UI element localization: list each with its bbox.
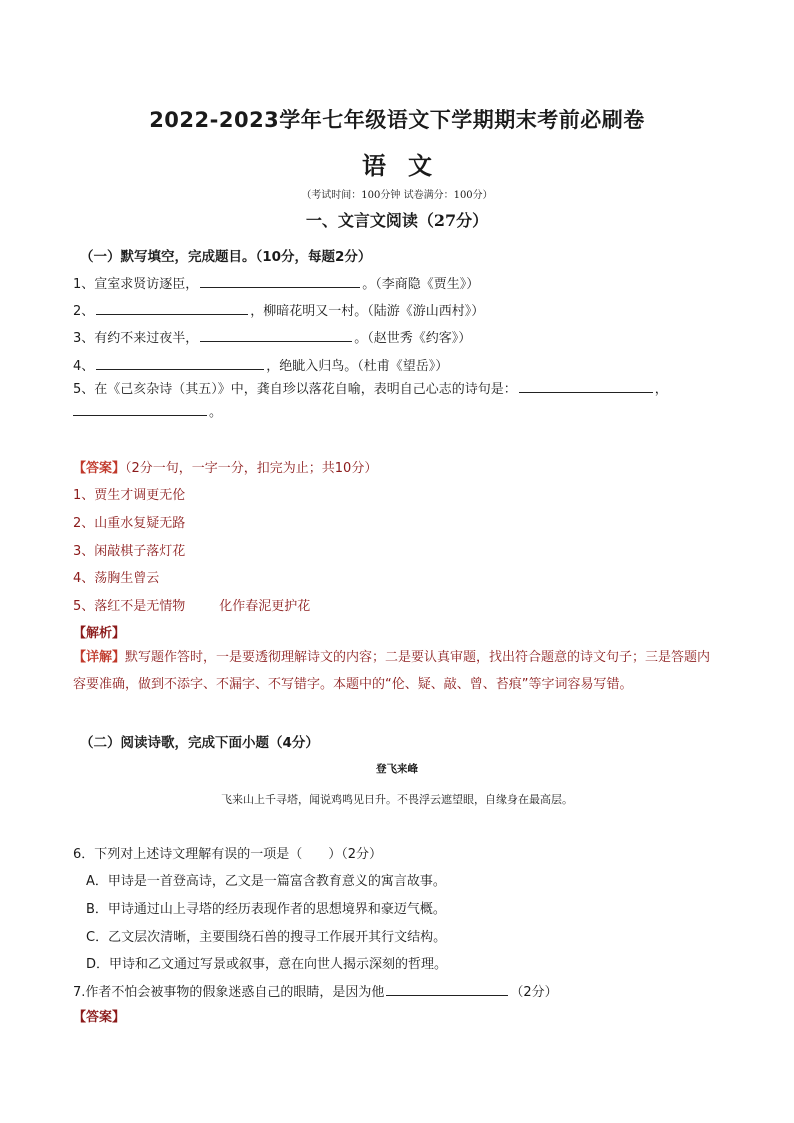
- detail-tag: 【详解】: [73, 650, 126, 665]
- answer-2: 2、山重水复疑无路: [73, 516, 186, 531]
- q7-blank[interactable]: [386, 994, 508, 996]
- q6-option-c[interactable]: C．乙文层次清晰，主要围绕石兽的搜寻工作展开其行文结构。: [86, 930, 447, 945]
- section-heading: 一、文言文阅读（27分）: [305, 211, 489, 230]
- q2-blank[interactable]: [96, 313, 248, 315]
- question-6: 6．下列对上述诗文理解有误的一项是（ ）（2分）: [73, 847, 383, 862]
- answer-tag: 【答案】: [73, 461, 126, 476]
- answer-1: 1、贾生才调更无伦: [73, 488, 186, 503]
- question-7: [73, 981, 558, 1000]
- q1-blank[interactable]: [200, 286, 360, 288]
- answer-5a: 5、落红不是无情物: [73, 599, 186, 614]
- question-3: [73, 327, 471, 346]
- question-5-cont: [73, 401, 222, 420]
- question-5: [73, 378, 668, 397]
- page-title: 2022-2023学年七年级语文下学期期末考前必刷卷: [149, 108, 645, 132]
- q4-suffix: ，绝眦入归鸟。（杜甫《望岳》）: [266, 359, 449, 374]
- answer-3: 3、闲敲棋子落灯花: [73, 544, 186, 559]
- subject-heading: 语文: [362, 151, 454, 180]
- part1-heading: （一）默写填空，完成题目。（10分，每题2分）: [80, 249, 372, 265]
- q5-blank-1[interactable]: [519, 391, 653, 393]
- poem-title: 登飞来峰: [376, 763, 418, 775]
- q5-blank-2[interactable]: [73, 414, 207, 416]
- q6-option-a[interactable]: A．甲诗是一首登高诗，乙文是一篇富含教育意义的寓言故事。: [86, 874, 446, 889]
- q4-prefix: 4、: [73, 359, 95, 374]
- question-2: [73, 300, 484, 319]
- q5-end: 。: [209, 405, 223, 420]
- q5-prefix: 5、在《己亥杂诗（其五）》中，龚自珍以落花自喻，表明自己心志的诗句是：: [73, 382, 517, 397]
- analysis-tag: 【解析】: [73, 626, 126, 641]
- q2-suffix: ，柳暗花明又一村。（陆游《游山西村》）: [250, 304, 485, 319]
- question-1: [73, 273, 479, 292]
- detail-paragraph: [73, 644, 723, 698]
- part2-heading: （二）阅读诗歌，完成下面小题（4分）: [80, 735, 319, 751]
- answer-4: 4、荡胸生曾云: [73, 571, 160, 586]
- question-4: [73, 355, 448, 374]
- q6-option-d[interactable]: D．甲诗和乙文通过写景或叙事，意在向世人揭示深刻的哲理。: [86, 957, 448, 972]
- q1-suffix: 。（李商隐《贾生》）: [362, 277, 480, 292]
- q7-prefix: 7.作者不怕会被事物的假象迷惑自己的眼睛，是因为他: [73, 985, 385, 1000]
- exam-info: （考试时间：100分钟 试卷满分：100分）: [301, 190, 493, 201]
- poem-body: 飞来山上千寻塔，闻说鸡鸣见日升。不畏浮云遮望眼，自缘身在最高层。: [221, 793, 573, 806]
- q2-prefix: 2、: [73, 304, 95, 319]
- q3-blank[interactable]: [200, 340, 352, 342]
- answer1-header: [73, 457, 377, 476]
- q1-prefix: 1、宣室求贤访逐臣，: [73, 277, 199, 292]
- detail-text: 默写题作答时，一是要透彻理解诗文的内容；二是要认真审题，找出符合题意的诗文句子；三是答题内容要准确，做到不添字、不漏字、不写错字。本题中的“伦、疑、敲、曾、苔痕”等字词容易写错。: [73, 650, 711, 692]
- q3-suffix: 。（赵世秀《约客》）: [354, 331, 472, 346]
- answer-scoring-note: （2分一句，一字一分，扣完为止；共10分）: [125, 461, 378, 476]
- answer-5b: 化作春泥更护花: [219, 599, 311, 614]
- q5-separator: ，: [654, 382, 668, 397]
- q6-option-b[interactable]: B．甲诗通过山上寻塔的经历表现作者的思想境界和豪迈气概。: [86, 902, 446, 917]
- answer-5: [73, 595, 310, 614]
- q3-prefix: 3、有约不来过夜半，: [73, 331, 199, 346]
- answer2-tag: 【答案】: [73, 1010, 126, 1025]
- q7-suffix: （2分）: [510, 985, 558, 1000]
- q4-blank[interactable]: [96, 368, 264, 370]
